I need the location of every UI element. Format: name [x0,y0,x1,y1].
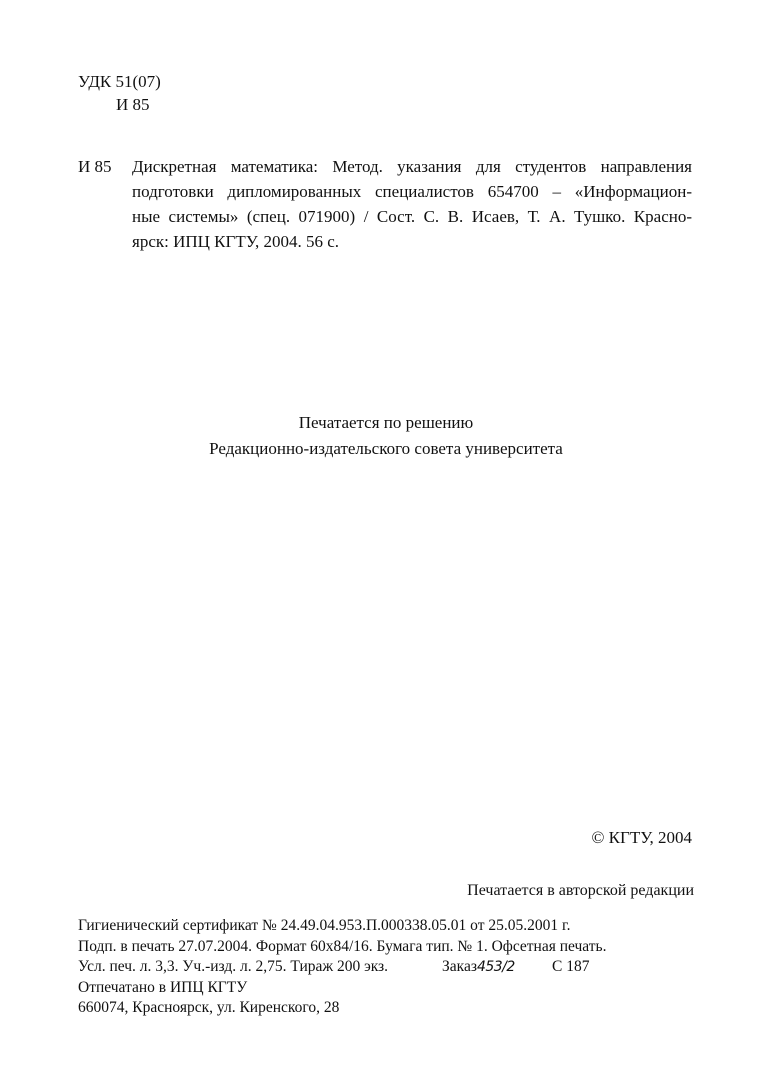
order-number-handwritten: 453/2 [476,959,515,975]
imprint-block [78,916,698,1019]
address-line: 660074, Красноярск, ул. Киренского, 28 [78,999,340,1016]
classification-block [78,70,161,116]
sheets-order-line [78,957,698,978]
bibliographic-record [78,154,692,254]
cutter-code: И 85 [116,95,150,114]
biblio-code: И 85 [78,157,112,176]
edition-note: Печатается в авторской редакции [467,882,694,899]
biblio-line: ные системы» (спец. 071900) / Сост. С. В. Исаев, Т. А. Тушко. Красно- [132,207,692,226]
approval-notice [0,410,772,462]
sheets-run-text: Усл. печ. л. 3,3. Уч.-изд. л. 2,75. Тираж 200 экз. [78,958,389,975]
biblio-line: подготовки дипломированных специалистов 654700 – «Информацион- [132,182,692,201]
print-info-line: Подп. в печать 27.07.2004. Формат 60х84/16. Бумага тип. № 1. Офсетная печать. [78,937,607,955]
biblio-description [132,154,692,254]
biblio-line: Дискретная математика: Метод. указания для студентов направления [132,157,692,176]
printed-at-line: Отпечатано в ИПЦ КГТУ [78,978,248,996]
order-text [442,957,515,978]
udk-code: УДК 51(07) [78,72,161,91]
order-code: С 187 [552,958,590,975]
copyright-notice: © КГТУ, 2004 [591,828,692,847]
order-label: Заказ [442,958,477,975]
certificate-line: Гигиенический сертификат № 24.49.04.953.П.000338.05.01 от 25.05.2001 г. [78,917,571,934]
approval-line-1: Печатается по решению [298,413,474,432]
approval-line-2: Редакционно-издательского совета университета [209,439,563,458]
biblio-line: ярск: ИПЦ КГТУ, 2004. 56 с. [132,232,340,251]
